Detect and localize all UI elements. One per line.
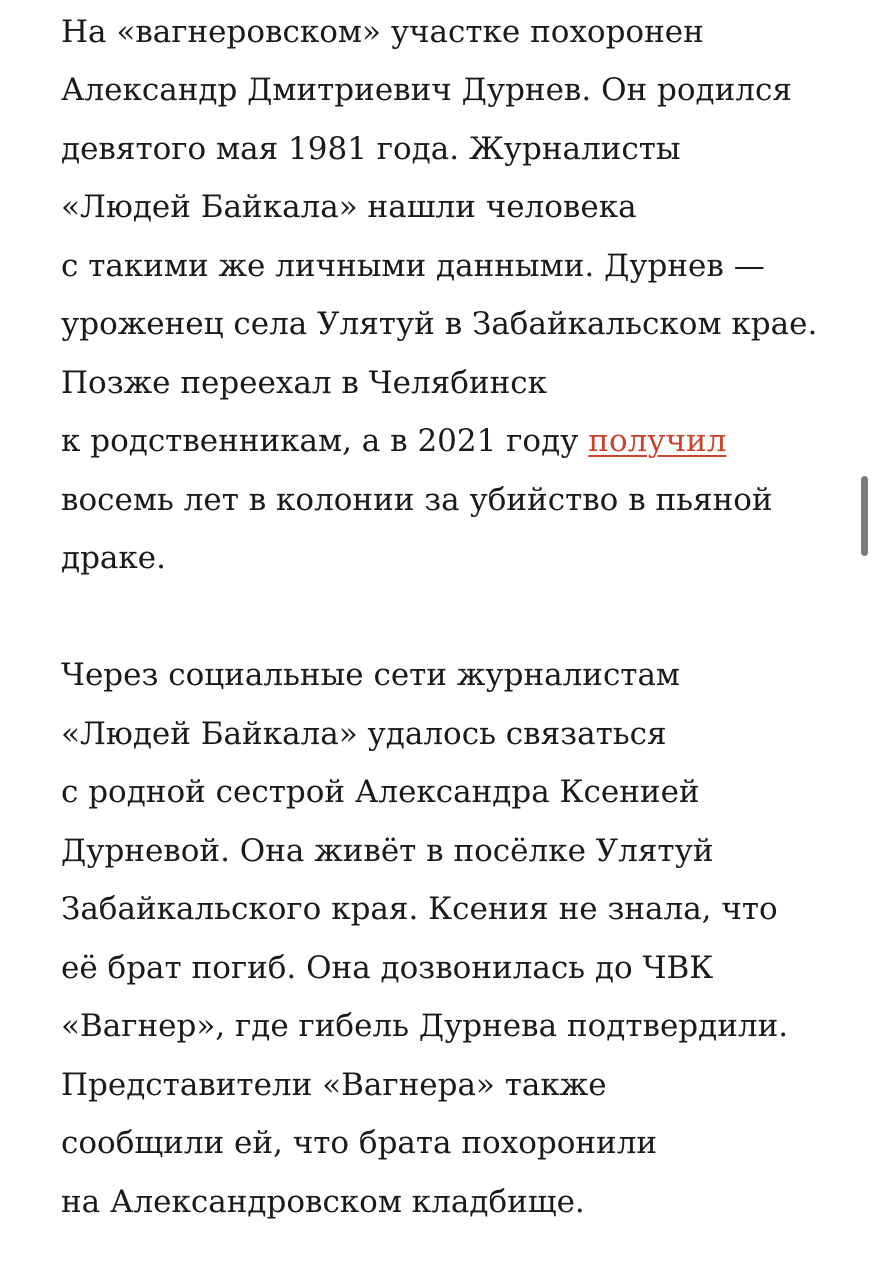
text-line: на Александровском кладбище. — [61, 1184, 585, 1220]
text-line: Александр Дмитриевич Дурнев. Он родился — [61, 72, 792, 108]
text-line: сообщили ей, что брата похоронили — [61, 1125, 658, 1161]
text-line: Забайкальского края. Ксения не знала, что — [61, 891, 778, 927]
text-line: восемь лет в колонии за убийство в пьяной — [61, 482, 773, 518]
text-line: Представители «Вагнера» также — [61, 1067, 607, 1103]
source-link[interactable]: получил — [588, 423, 727, 459]
text-line: с такими же личными данными. Дурнев — — [61, 248, 765, 284]
text-line — [61, 412, 726, 470]
text-fragment: к родственникам, а в 2021 году — [61, 423, 589, 459]
text-line: её брат погиб. Она дозвонилась до ЧВК — [61, 950, 714, 986]
text-line: девятого мая 1981 года. Журналисты — [61, 131, 681, 167]
text-line: Позже переехал в Челябинск — [61, 365, 547, 401]
text-line: Дурневой. Она живёт в посёлке Улятуй — [61, 833, 714, 869]
text-line: Через социальные сети журналистам — [61, 657, 681, 693]
scrollbar-thumb[interactable] — [861, 476, 868, 556]
text-line: драке. — [61, 540, 166, 576]
text-line: уроженец села Улятуй в Забайкальском крае. — [61, 306, 818, 342]
scrollbar[interactable] — [861, 0, 868, 1280]
text-line: «Людей Байкала» удалось связаться — [61, 716, 667, 752]
text-line: На «вагнеровском» участке похоронен — [61, 14, 704, 50]
text-line: с родной сестрой Александра Ксенией — [61, 774, 700, 810]
text-line: «Вагнер», где гибель Дурнева подтвердили. — [61, 1008, 789, 1044]
text-line: «Людей Байкала» нашли человека — [61, 189, 637, 225]
